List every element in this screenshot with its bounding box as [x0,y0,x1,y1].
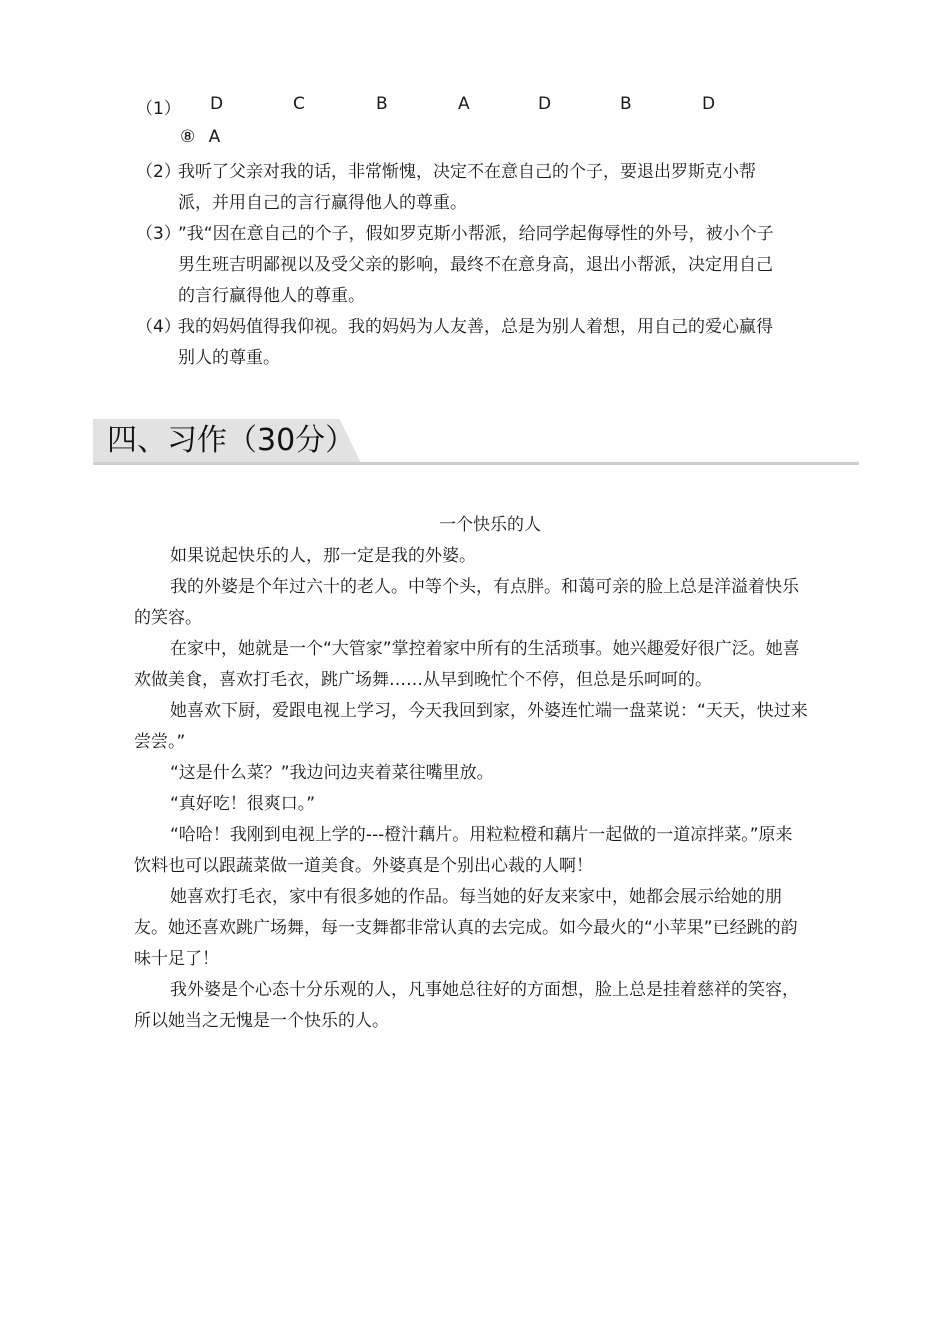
answer-1-choice-4: A [458,94,470,114]
answer-4-line-1: 我的妈妈值得我仰视。我的妈妈为人友善，总是为别人着想，用自己的爱心赢得 [178,317,773,337]
essay-line-9: “真好吃！很爽口。” [170,794,316,814]
essay-line-7: 尝尝。” [134,732,186,752]
answer-1-choice-6: B [620,94,632,114]
essay-line-1: 如果说起快乐的人，那一定是我的外婆。 [170,546,476,566]
essay-line-6: 她喜欢下厨，爱跟电视上学习，今天我回到家，外婆连忙端一盘菜说：“天天，快过来 [170,701,808,721]
answer-1-extra-choice: A [208,127,221,147]
answer-3-label: （3） [136,224,181,244]
answer-1-choice-2: C [293,94,305,114]
answer-1-extra-marker: ⑧ [180,127,196,147]
answer-1-choice-3: B [376,94,388,114]
essay-title: 一个快乐的人 [439,515,541,535]
section-title: 四、习作（30分） [107,423,356,458]
essay-line-16: 所以她当之无愧是一个快乐的人。 [134,1011,389,1031]
answer-2-label: （2） [136,162,181,182]
answer-2-line-2: 派，并用自己的言行赢得他人的尊重。 [178,193,467,213]
answer-1-extra [180,126,220,148]
essay-line-8: “这是什么菜？”我边问边夹着菜往嘴里放。 [170,763,494,783]
answer-3-line-2: 男生班吉明鄙视以及受父亲的影响，最终不在意身高，退出小帮派，决定用自己 [178,255,773,275]
essay-line-11: 饮料也可以跟蔬菜做一道美食。外婆真是个别出心裁的人啊！ [134,856,593,876]
essay-line-10: “哈哈！我刚到电视上学的---橙汁藕片。用粒粒橙和藕片一起做的一道凉拌菜。”原来 [170,825,793,845]
answer-2-line-1: 我听了父亲对我的话，非常惭愧，决定不在意自己的个子，要退出罗斯克小帮 [178,162,756,182]
answer-1-choice-5: D [538,94,552,114]
answer-1-choice-1: D [210,94,224,114]
section-header [93,419,859,467]
essay-line-12: 她喜欢打毛衣，家中有很多她的作品。每当她的好友来家中，她都会展示给她的朋 [170,887,782,907]
answer-3-line-1: ”我“因在意自己的个子，假如罗克斯小帮派，给同学起侮辱性的外号，被小个子 [178,224,774,244]
answer-1-label: （1） [136,99,181,119]
essay-line-3: 的笑容。 [134,608,202,628]
essay-line-15: 我外婆是个心态十分乐观的人，凡事她总往好的方面想，脸上总是挂着慈祥的笑容， [170,980,799,1000]
answer-1-row [136,94,776,118]
answer-4-label: （4） [136,317,181,337]
essay-line-5: 欢做美食，喜欢打毛衣，跳广场舞……从早到晚忙个不停，但总是乐呵呵的。 [134,670,712,690]
answer-4-line-2: 别人的尊重。 [178,348,280,368]
essay-line-4: 在家中，她就是一个“大管家”掌控着家中所有的生活琐事。她兴趣爱好很广泛。她喜 [170,639,800,659]
essay-line-13: 友。她还喜欢跳广场舞，每一支舞都非常认真的去完成。如今最火的“小苹果”已经跳的韵 [134,918,798,938]
answer-3-line-3: 的言行赢得他人的尊重。 [178,286,365,306]
answer-1-choice-7: D [702,94,716,114]
essay-line-14: 味十足了！ [134,949,219,969]
essay-line-2: 我的外婆是个年过六十的老人。中等个头，有点胖。和蔼可亲的脸上总是洋溢着快乐 [170,577,799,597]
section-rule [93,462,859,465]
